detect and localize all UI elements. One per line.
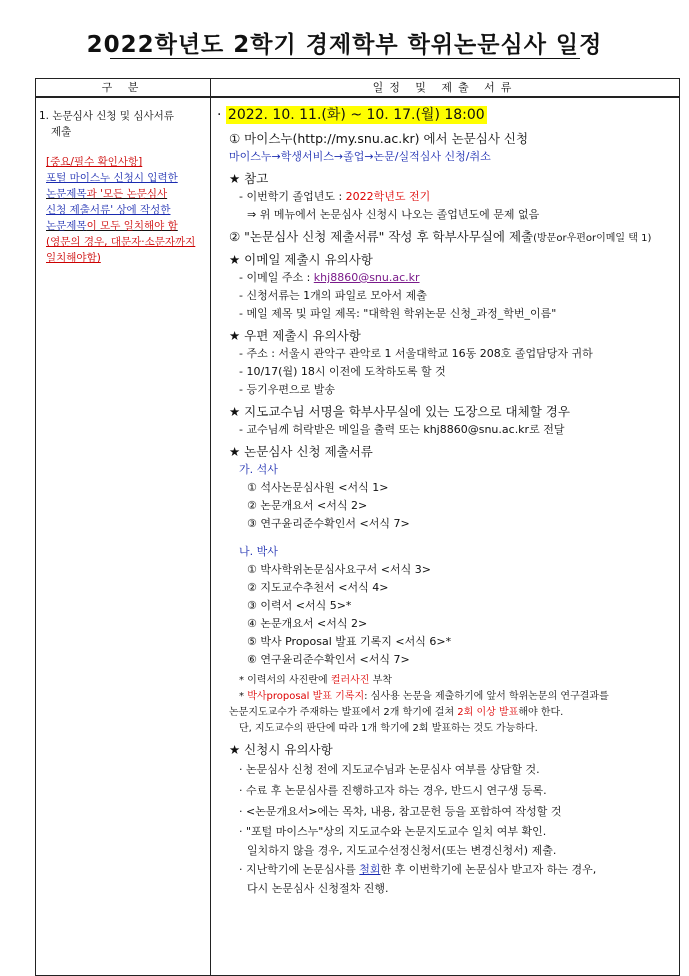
email-line2: - 신청서류는 1개의 파일로 모아서 제출 [239, 289, 427, 302]
phd-doc-6: ⑥ 연구윤리준수확인서 <서식 7> [247, 653, 410, 666]
caution-2: · 수료 후 논문심사를 진행하고자 하는 경우, 반드시 연구생 등록. [239, 784, 547, 797]
item-title-line2: 제출 [51, 126, 72, 138]
masters-doc-3: ③ 연구윤리준수확인서 <서식 7> [247, 517, 410, 530]
schedule-cell [211, 97, 680, 975]
reference-title: ★ 참고 [229, 171, 269, 186]
notice-line3: 신청 제출서류' 상에 작성한 [46, 204, 171, 216]
caution-3: · <논문개요서>에는 목차, 내용, 참고문헌 등을 포함하여 작성할 것 [239, 805, 562, 818]
item-title-line1: 1. 논문심사 신청 및 심사서류 [39, 110, 174, 122]
page-title: 2022학년도 2학기 경제학부 학위논문심사 일정 [86, 32, 603, 58]
phd-doc-2: ② 지도교수추천서 <서식 4> [247, 581, 389, 594]
post-line3: - 등기우편으로 발송 [239, 383, 335, 396]
note-proposal-3: 단, 지도교수의 판단에 따라 1개 학기에 2회 발표하는 것도 가능하다. [239, 723, 538, 734]
phd-label: 나. 박사 [239, 545, 278, 558]
step1-menu-path: 마이스누→학생서비스→졸업→논문/실적심사 신청/취소 [229, 150, 491, 163]
notice-line4: 논문제목이 모두 일치해야 함 [46, 220, 178, 232]
caution-title: ★ 신청시 유의사항 [229, 742, 333, 757]
caution-4: · "포털 마이스누"상의 지도교수와 논문지도교수 일치 여부 확인. [239, 825, 547, 838]
caution-1: · 논문심사 신청 전에 지도교수님과 논문심사 여부를 상담할 것. [239, 763, 540, 776]
title-underline [110, 58, 580, 59]
caution-5b: 다시 논문심사 신청절차 진행. [247, 882, 389, 895]
email-line3: - 메일 제목 및 파일 제목: "대학원 학위논문 신청_과정_학번_이름" [239, 307, 557, 320]
reference-line2: ⇒ 위 메뉴에서 논문심사 신청시 나오는 졸업년도에 문제 없음 [247, 208, 540, 221]
post-title: ★ 우편 제출시 유의사항 [229, 328, 361, 343]
phd-doc-3: ③ 이력서 <서식 5>* [247, 599, 352, 612]
notice-line2: 논문제목과 '모든 논문심사 [46, 188, 168, 200]
schedule-table [35, 78, 680, 976]
phd-doc-4: ④ 논문개요서 <서식 2> [247, 617, 368, 630]
post-line2: - 10/17(월) 18시 이전에 도착하도록 할 것 [239, 365, 446, 378]
post-line1: - 주소 : 서울시 관악구 관악로 1 서울대학교 16동 208호 졸업담당자 귀하 [239, 347, 593, 360]
date-line: · 2022. 10. 11.(화) ~ 10. 17.(월) 18:00 [217, 107, 485, 123]
caution-5: · 지난학기에 논문심사를 철회한 후 이번학기에 논문심사 받고자 하는 경우, [239, 863, 597, 876]
docs-title: ★ 논문심사 신청 제출서류 [229, 444, 373, 459]
masters-doc-2: ② 논문개요서 <서식 2> [247, 499, 368, 512]
masters-label: 가. 석사 [239, 463, 278, 476]
date-range: 2022. 10. 11.(화) ~ 10. 17.(월) 18:00 [227, 107, 485, 123]
category-cell [36, 97, 211, 975]
note-proposal-2: 논문지도교수가 주재하는 발표에서 2개 학기에 걸쳐 2회 이상 발표해야 한다. [229, 707, 564, 718]
notice-line5: (영문의 경우, 대문자·소문자까지 [46, 236, 196, 248]
note-proposal: * 박사proposal 발표 기록지: 심사용 논문을 제출하기에 앞서 학위논문의 연구결과를 [239, 691, 609, 702]
masters-doc-1: ① 석사논문심사원 <서식 1> [247, 481, 389, 494]
stamp-title: ★ 지도교수님 서명을 학부사무실에 있는 도장으로 대체할 경우 [229, 404, 570, 419]
phd-doc-1: ① 박사학위논문심사요구서 <서식 3> [247, 563, 431, 576]
email-line1: - 이메일 주소 : khj8860@snu.ac.kr [239, 271, 420, 284]
reference-line1: - 이번학기 졸업년도 : 2022학년도 전기 [239, 190, 431, 203]
email-title: ★ 이메일 제출시 유의사항 [229, 252, 373, 267]
stamp-line1: - 교수님께 허락받은 메일을 출력 또는 khj8860@snu.ac.kr로 전달 [239, 423, 565, 436]
caution-4b: 일치하지 않을 경우, 지도교수선정신청서(또는 변경신청서) 제출. [247, 844, 557, 857]
step2: ② "논문심사 신청 제출서류" 작성 후 학부사무실에 제출(방문or우편or이메일 택 1) [229, 229, 652, 244]
email-link: khj8860@snu.ac.kr [313, 271, 420, 284]
step1: ① 마이스누(http://my.snu.ac.kr) 에서 논문심사 신청 [229, 131, 529, 146]
phd-doc-5: ⑤ 박사 Proposal 발표 기록지 <서식 6>* [247, 635, 452, 648]
note-photo: * 이력서의 사진란에 컬러사진 부착 [239, 675, 392, 686]
header-category: 구 분 [36, 79, 211, 98]
notice-title: [중요/필수 확인사항] [46, 156, 143, 168]
notice-line6: 일치해야함) [46, 252, 101, 264]
header-schedule: 일정 및 제출 서류 [211, 79, 680, 98]
notice-line1: 포털 마이스누 신청시 입력한 [46, 172, 178, 184]
